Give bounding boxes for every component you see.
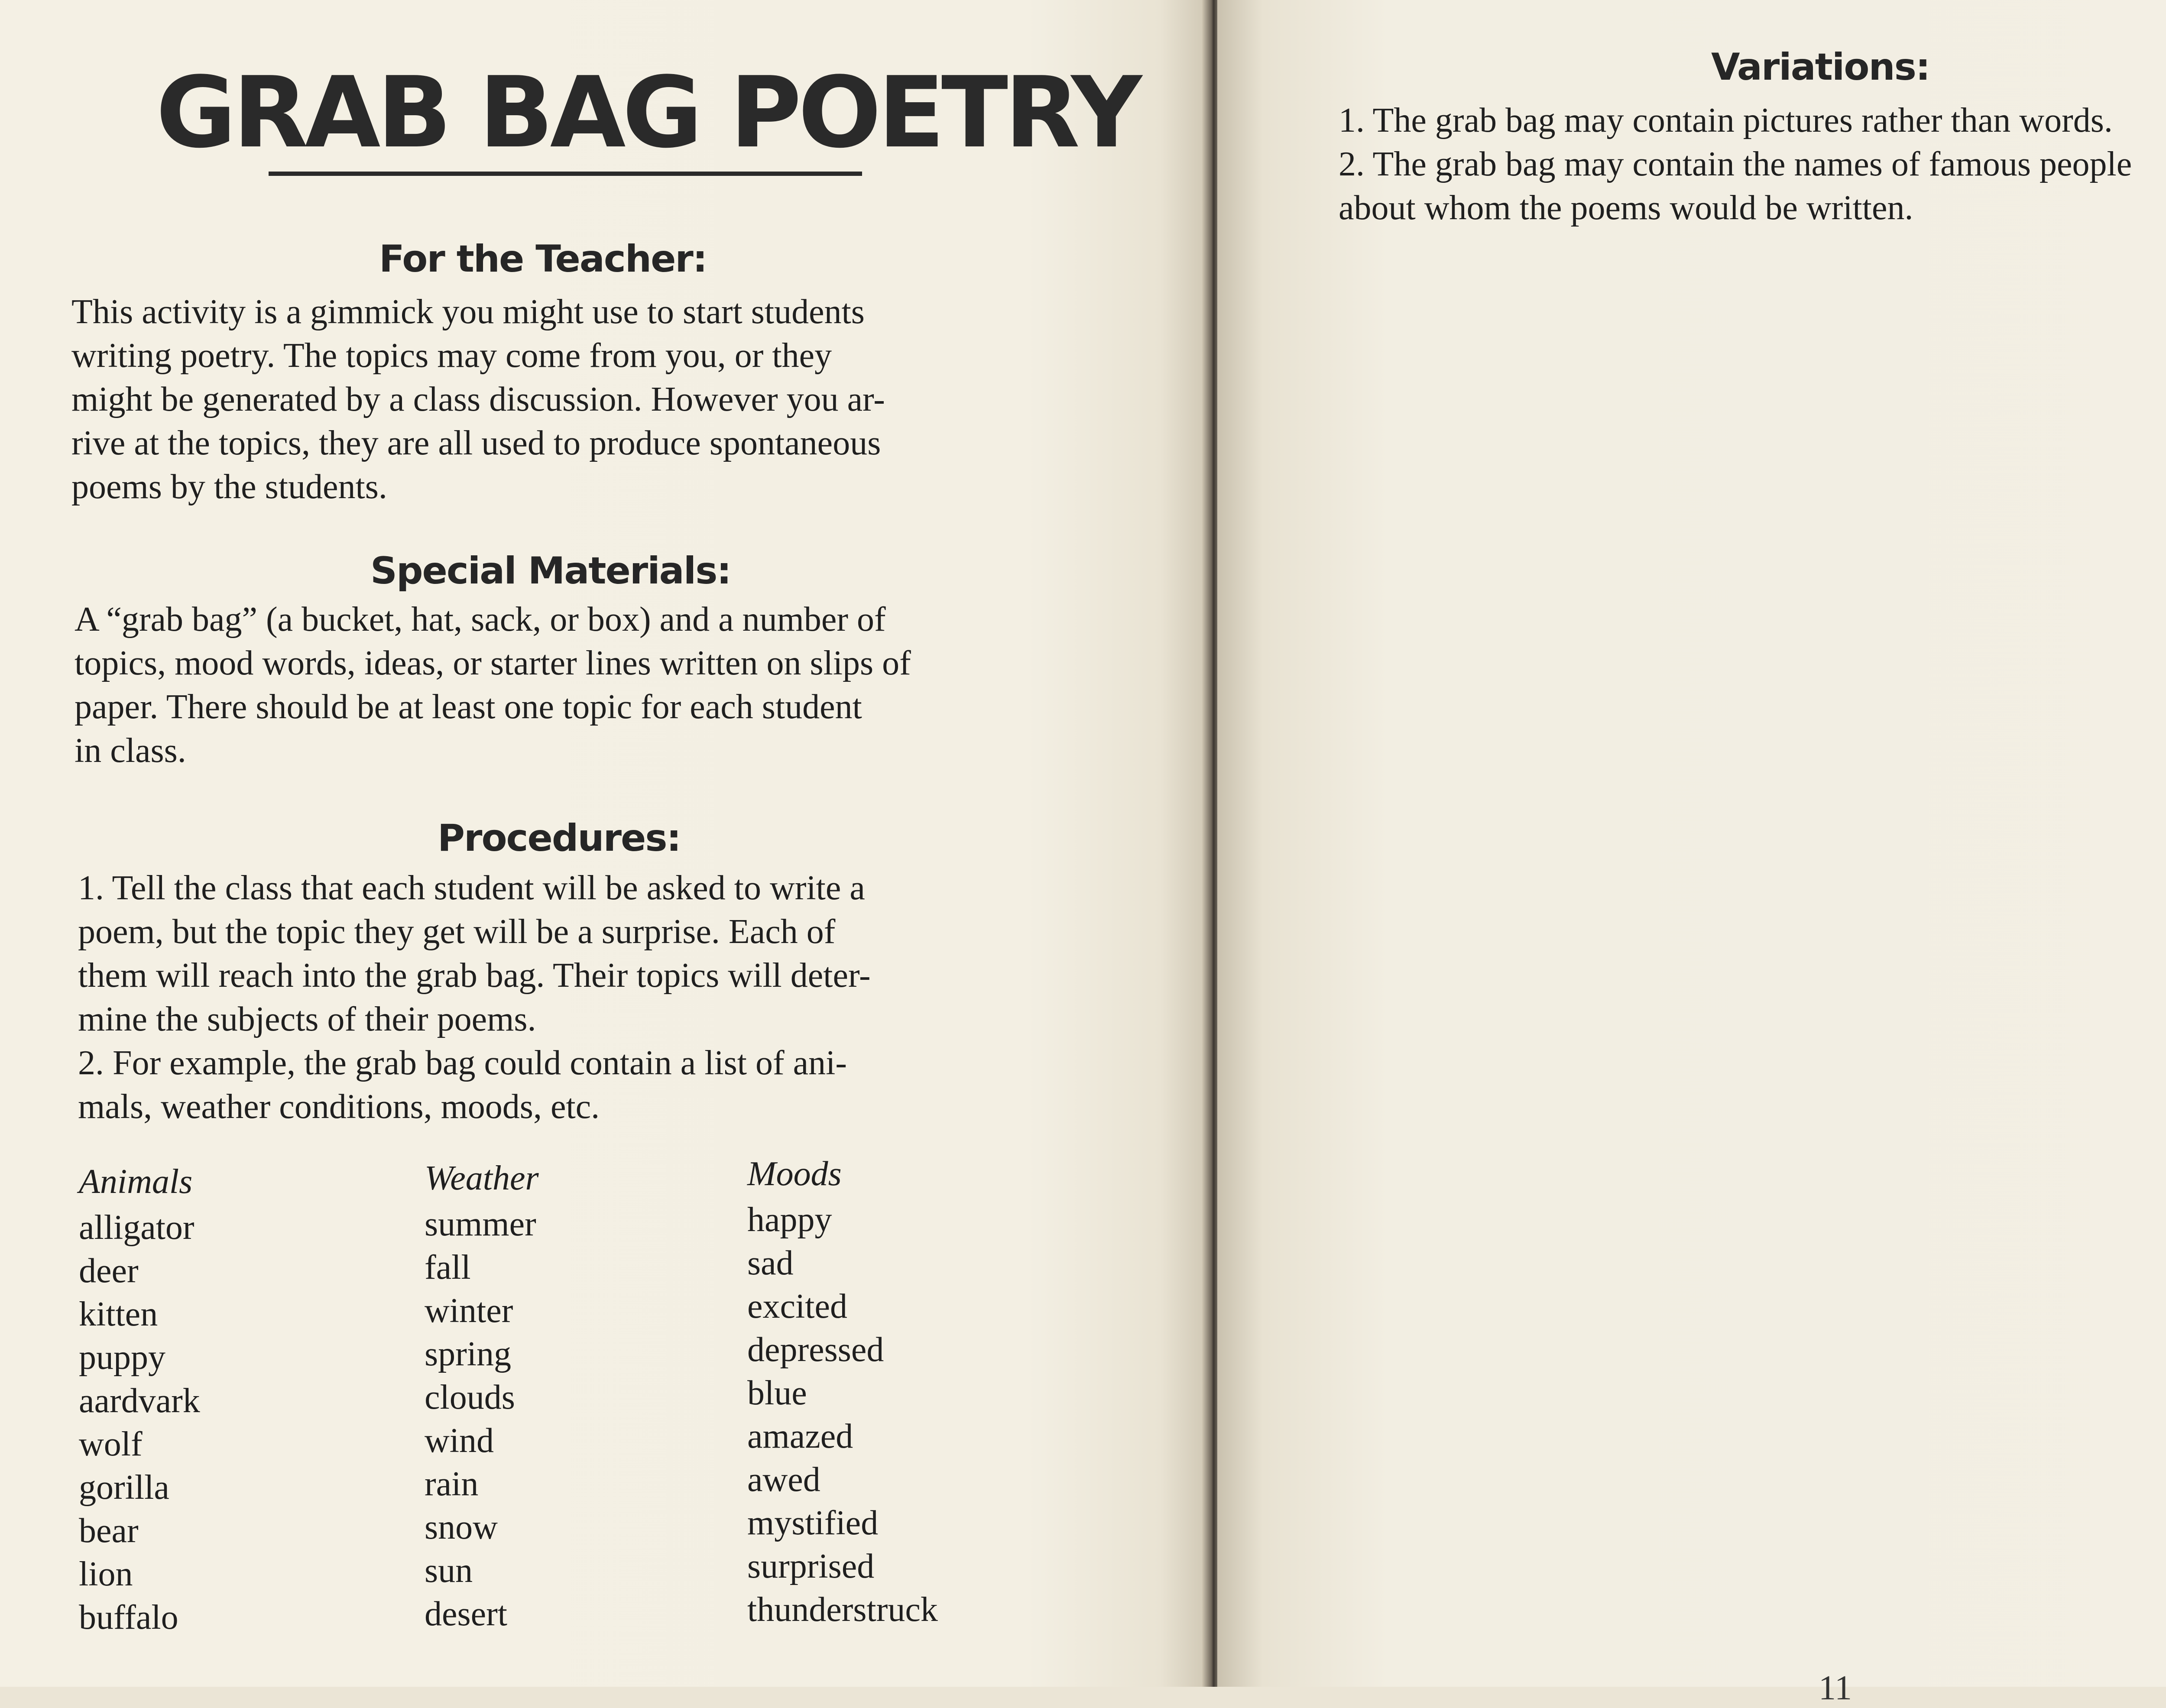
- procedure-line: 1. Tell the class that each student will be asked to write a: [78, 869, 865, 907]
- teacher-line: rive at the topics, they are all used to produce spontaneous: [71, 424, 881, 462]
- right-page: [1217, 0, 2166, 1687]
- list-item: kitten: [79, 1295, 158, 1333]
- variations-paragraph: [1339, 99, 2132, 230]
- animals-heading: Animals: [79, 1163, 193, 1201]
- procedure-line: mals, weather conditions, moods, etc.: [78, 1088, 600, 1126]
- weather-list: [425, 1202, 728, 1636]
- list-item: amazed: [747, 1417, 853, 1455]
- animals-column: [79, 1160, 382, 1639]
- list-item: sad: [747, 1244, 794, 1282]
- list-item: excited: [747, 1287, 847, 1326]
- list-item: blue: [747, 1374, 807, 1412]
- list-item: summer: [425, 1205, 536, 1243]
- procedure-line: them will reach into the grab bag. Their topics will deter-: [78, 956, 871, 995]
- moods-column: [747, 1152, 1051, 1631]
- page-number: 11: [1819, 1669, 1852, 1707]
- list-item: wind: [425, 1422, 494, 1460]
- materials-line: in class.: [75, 732, 186, 770]
- materials-heading: Special Materials:: [370, 549, 731, 593]
- procedures-list: [78, 866, 871, 1129]
- variations-heading: Variations:: [1711, 45, 1930, 89]
- moods-heading: Moods: [747, 1155, 842, 1193]
- list-item: alligator: [79, 1209, 195, 1247]
- page-title: GRAB BAG POETRY: [156, 56, 1139, 170]
- procedure-line: poem, but the topic they get will be a surprise. Each of: [78, 913, 836, 951]
- list-item: mystified: [747, 1504, 879, 1542]
- list-item: gorilla: [79, 1468, 169, 1507]
- list-item: puppy: [79, 1339, 165, 1377]
- list-item: clouds: [425, 1378, 515, 1416]
- list-item: buffalo: [79, 1598, 178, 1637]
- teacher-line: This activity is a gimmick you might use to start students: [71, 293, 865, 331]
- animals-list: [79, 1206, 382, 1639]
- list-item: winter: [425, 1292, 513, 1330]
- list-item: thunderstruck: [747, 1591, 938, 1629]
- materials-line: topics, mood words, ideas, or starter lines written on slips of: [75, 644, 911, 682]
- list-item: depressed: [747, 1331, 884, 1369]
- list-item: surprised: [747, 1547, 875, 1585]
- list-item: awed: [747, 1461, 820, 1499]
- list-item: fall: [425, 1248, 471, 1287]
- list-item: happy: [747, 1201, 832, 1239]
- materials-line: paper. There should be at least one topic for each student: [75, 688, 862, 726]
- moods-list: [747, 1198, 1051, 1631]
- list-item: desert: [425, 1595, 508, 1633]
- weather-heading: Weather: [425, 1159, 539, 1197]
- teacher-line: writing poetry. The topics may come from you, or they: [71, 337, 832, 375]
- variation-line: about whom the poems would be written.: [1339, 189, 1913, 227]
- procedure-line: 2. For example, the grab bag could contain a list of ani-: [78, 1044, 847, 1082]
- materials-line: A “grab bag” (a bucket, hat, sack, or box) and a number of: [75, 600, 886, 638]
- list-item: bear: [79, 1512, 139, 1550]
- list-item: sun: [425, 1552, 473, 1590]
- procedures-heading: Procedures:: [438, 817, 681, 860]
- list-item: wolf: [79, 1425, 143, 1463]
- variation-line: 1. The grab bag may contain pictures rather than words.: [1339, 101, 2113, 139]
- teacher-line: might be generated by a class discussion. However you ar-: [71, 380, 885, 418]
- list-item: aardvark: [79, 1382, 200, 1420]
- teacher-line: poems by the students.: [71, 468, 387, 506]
- list-item: rain: [425, 1465, 479, 1503]
- variation-line: 2. The grab bag may contain the names of famous people: [1339, 145, 2132, 183]
- teacher-paragraph: [71, 290, 885, 509]
- materials-paragraph: [75, 598, 911, 773]
- teacher-heading: For the Teacher:: [379, 237, 707, 281]
- list-item: snow: [425, 1508, 498, 1546]
- list-item: deer: [79, 1252, 139, 1290]
- weather-column: [425, 1157, 728, 1636]
- title-underline: [269, 172, 862, 176]
- list-item: spring: [425, 1335, 511, 1373]
- procedure-line: mine the subjects of their poems.: [78, 1000, 536, 1038]
- list-item: lion: [79, 1555, 133, 1593]
